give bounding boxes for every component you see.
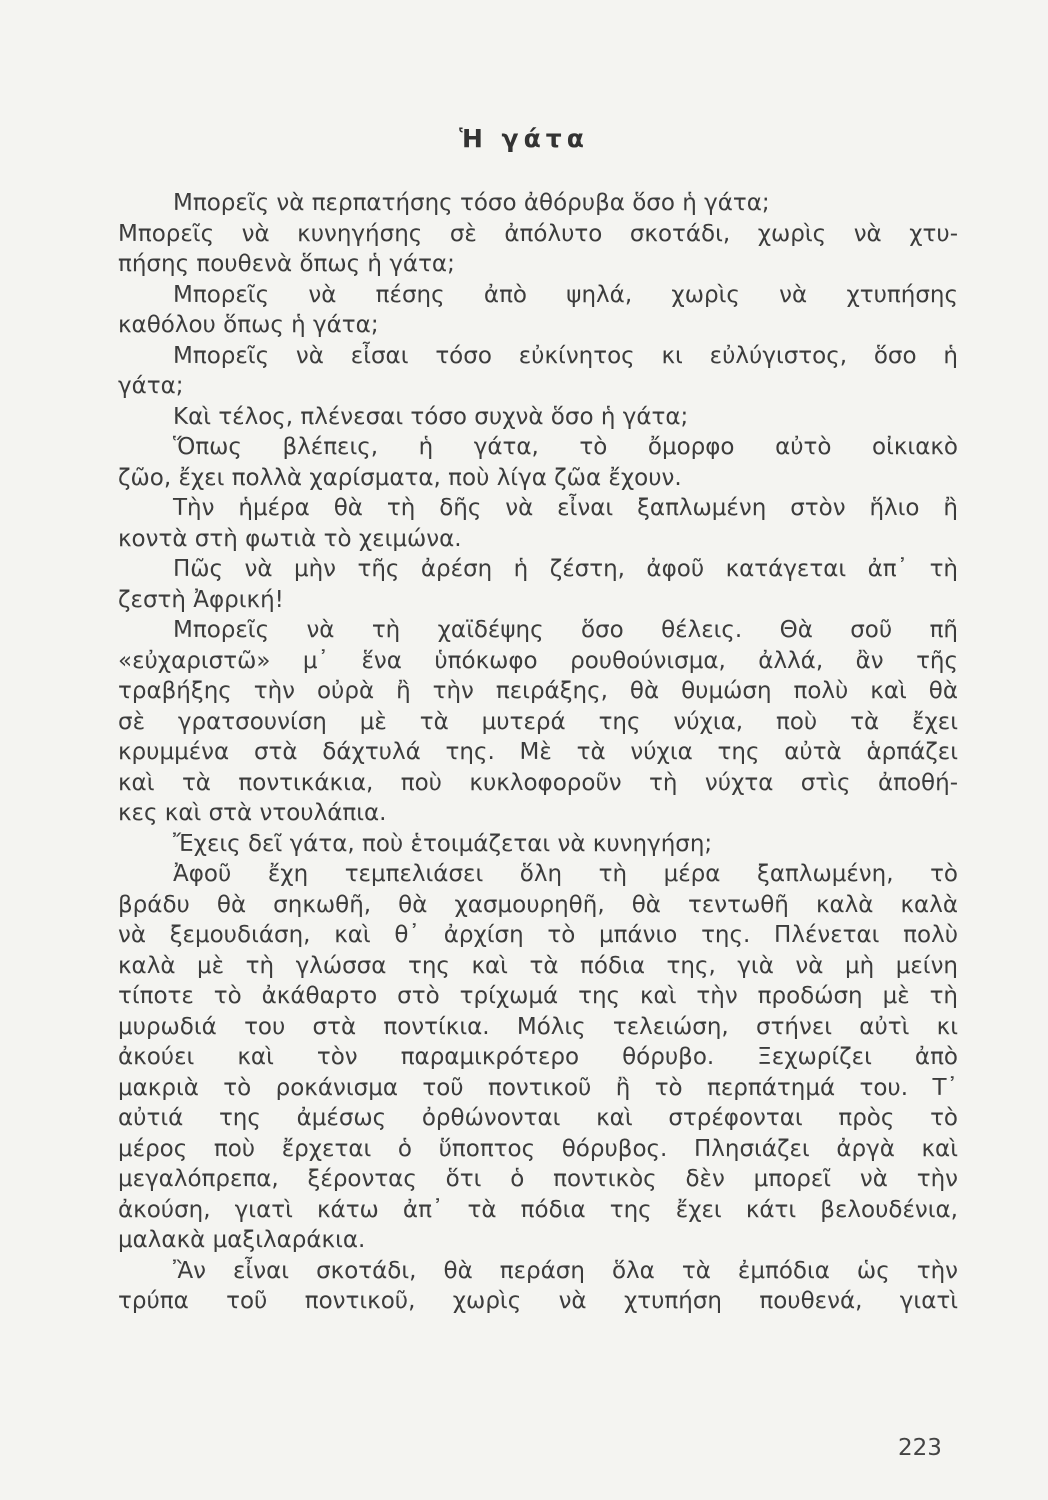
page-number: 223	[898, 1435, 942, 1461]
text-line: μαλακὰ μαξιλαράκια.	[118, 1227, 366, 1253]
text-line: μακριὰ τὸ ροκάνισμα τοῦ ποντικοῦ ἢ τὸ περπάτημά του. Τ᾽	[118, 1074, 958, 1101]
text-line: μυρωδιά του στὰ ποντίκια. Μόλις τελειώση, στήνει αὐτὶ κι	[118, 1013, 958, 1040]
text-line: νὰ ξεμουδιάση, καὶ θ᾽ ἀρχίση τὸ μπάνιο της. Πλένεται πολὺ	[118, 922, 958, 948]
text-line: Μπορεῖς νὰ εἶσαι τόσο εὐκίνητος κι εὐλύγιστος, ὅσο ἡ	[173, 342, 958, 369]
text-line: τραβήξης τὴν οὐρὰ ἢ τὴν πειράξης, θὰ θυμώση πολὺ καὶ θὰ	[118, 678, 958, 704]
text-line: Μπορεῖς νὰ κυνηγήσης σὲ ἀπόλυτο σκοτάδι, χωρὶς νὰ χτυ-	[118, 220, 958, 247]
text-line: τίποτε τὸ ἀκάθαρτο στὸ τρίχωμά της καὶ τὴν προδώση μὲ τὴ	[118, 983, 958, 1009]
text-line: Ἔχεις δεῖ γάτα, ποὺ ἑτοιμάζεται νὰ κυνηγήση;	[173, 830, 713, 857]
text-line: κρυμμένα στὰ δάχτυλά της. Μὲ τὰ νύχια της αὐτὰ ἁρπάζει	[118, 739, 958, 765]
text-line: Καὶ τέλος, πλένεσαι τόσο συχνὰ ὅσο ἡ γάτα;	[173, 403, 689, 430]
text-line: Μπορεῖς νὰ πέσης ἀπὸ ψηλά, χωρὶς νὰ χτυπήσης	[173, 281, 958, 308]
text-line: Πῶς νὰ μὴν τῆς ἀρέση ἡ ζέστη, ἀφοῦ κατάγεται ἀπ᾽ τὴ	[173, 556, 958, 582]
text-line: Μπορεῖς νὰ περπατήσης τόσο ἀθόρυβα ὅσο ἡ γάτα;	[173, 190, 770, 216]
text-line: βράδυ θὰ σηκωθῆ, θὰ χασμουρηθῆ, θὰ τεντωθῆ καλὰ καλὰ	[118, 891, 958, 918]
text-line: τρύπα τοῦ ποντικοῦ, χωρὶς νὰ χτυπήση πουθενά, γιατὶ	[118, 1288, 958, 1314]
text-line: Ἀφοῦ ἔχη τεμπελιάσει ὅλη τὴ μέρα ξαπλωμένη, τὸ	[173, 861, 958, 887]
text-line: Ἂν εἶναι σκοτάδι, θὰ περάση ὅλα τὰ ἐμπόδια ὡς τὴν	[173, 1257, 958, 1284]
text-line: κοντὰ στὴ φωτιὰ τὸ χειμώνα.	[118, 525, 462, 552]
body-text	[118, 188, 958, 1317]
text-line: Ὅπως βλέπεις, ἡ γάτα, τὸ ὄμορφο αὐτὸ οἰκιακὸ	[173, 434, 958, 460]
text-line: μέρος ποὺ ἔρχεται ὁ ὕποπτος θόρυβος. Πλησιάζει ἀργὰ καὶ	[118, 1135, 958, 1162]
text-line: ἀκούει καὶ τὸν παραμικρότερο θόρυβο. Ξεχωρίζει ἀπὸ	[118, 1044, 958, 1070]
page-title: Ἡ γάτα	[459, 124, 589, 153]
text-line: καθόλου ὅπως ἡ γάτα;	[118, 312, 379, 338]
text-line: αὐτιά της ἀμέσως ὀρθώνονται καὶ στρέφονται πρὸς τὸ	[118, 1105, 958, 1131]
text-line: καλὰ μὲ τὴ γλώσσα της καὶ τὰ πόδια της, γιὰ νὰ μὴ μείνη	[118, 952, 958, 979]
text-line: ἀκούση, γιατὶ κάτω ἀπ᾽ τὰ πόδια της ἔχει κάτι βελουδένια,	[118, 1196, 958, 1223]
text-line: σὲ γρατσουνίση μὲ τὰ μυτερά της νύχια, ποὺ τὰ ἔχει	[118, 708, 958, 735]
text-line: ζῶο, ἔχει πολλὰ χαρίσματα, ποὺ λίγα ζῶα ἔχουν.	[118, 464, 682, 491]
text-line: γάτα;	[118, 373, 184, 399]
text-line: Τὴν ἡμέρα θὰ τὴ δῆς νὰ εἶναι ξαπλωμένη στὸν ἥλιο ἢ	[173, 495, 958, 521]
text-line: πήσης πουθενὰ ὅπως ἡ γάτα;	[118, 251, 455, 277]
text-line: «εὐχαριστῶ» μ᾽ ἕνα ὑπόκωφο ρουθούνισμα, ἀλλά, ἂν τῆς	[118, 647, 958, 674]
text-line: ζεστὴ Ἀφρική!	[118, 586, 284, 613]
text-line: μεγαλόπρεπα, ξέροντας ὅτι ὁ ποντικὸς δὲν μπορεῖ νὰ τὴν	[118, 1166, 958, 1192]
text-line: Μπορεῖς νὰ τὴ χαϊδέψης ὅσο θέλεις. Θὰ σοῦ πῆ	[173, 617, 958, 643]
text-line: καὶ τὰ ποντικάκια, ποὺ κυκλοφοροῦν τὴ νύχτα στὶς ἀποθή-	[118, 769, 958, 796]
text-line: κες καὶ στὰ ντουλάπια.	[118, 800, 387, 826]
